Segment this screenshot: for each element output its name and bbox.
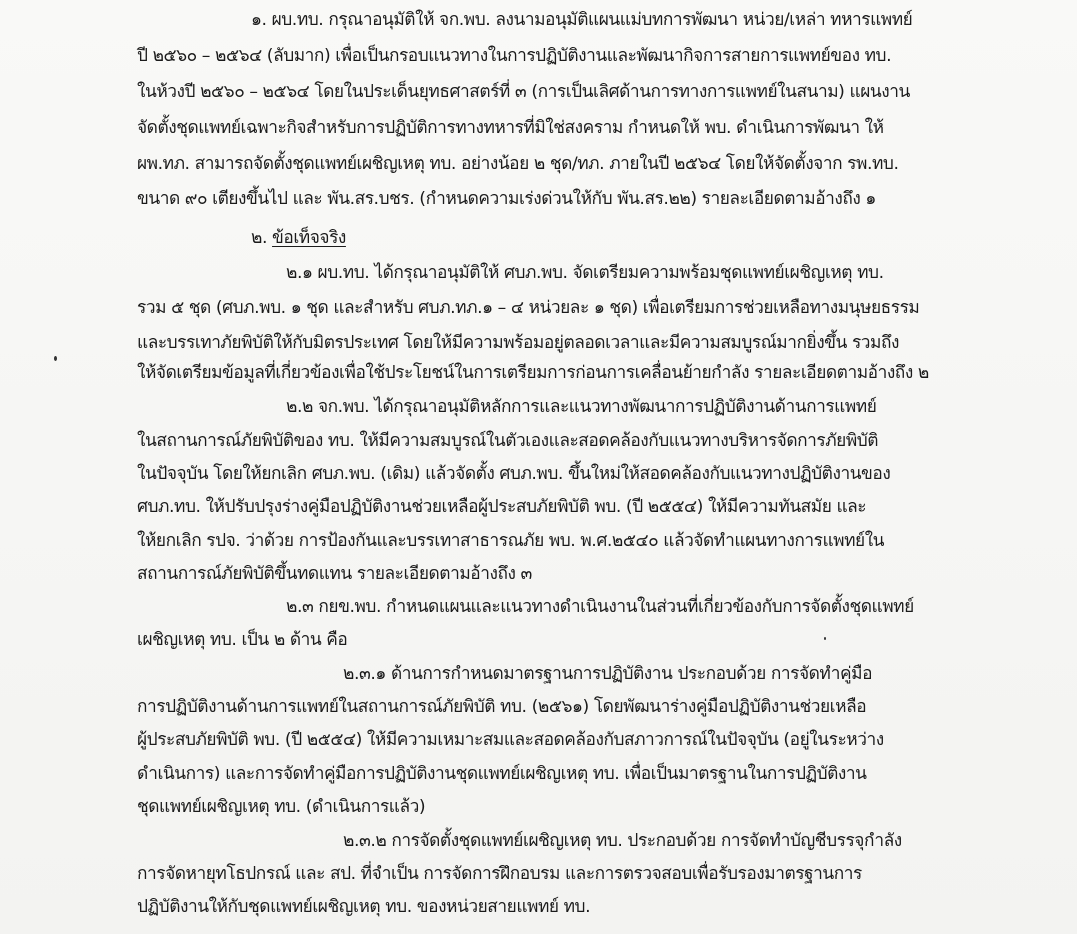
p22-line-5: ให้ยกเลิก รปจ. ว่าด้วย การป้องกันและบรรเทาสาธารณภัย พบ. พ.ศ.๒๕๔๐ แล้วจัดทำแผนทางการแพทย์ใน — [137, 531, 885, 551]
p21-line-1: ๒.๑ ผบ.ทบ. ได้กรุณาอนุมัติให้ ศบภ.พบ. จัดเตรียมความพร้อมชุดแพทย์เผชิญเหตุ ทบ. — [286, 263, 884, 283]
p22-line-2: ในสถานการณ์ภัยพิบัติของ ทบ. ให้มีความสมบูรณ์ในตัวเองและสอดคล้องกับแนวทางบริหารจัดการภัยพิบัติ — [137, 431, 879, 451]
p231-line-5: ชุดแพทย์เผชิญเหตุ ทบ. (ดำเนินการแล้ว) — [137, 797, 426, 817]
section-title: ข้อเท็จจริง — [272, 228, 346, 248]
scan-speck — [54, 356, 57, 361]
p21-line-4: ให้จัดเตรียมข้อมูลที่เกี่ยวข้องเพื่อใช้ประโยชน์ในการเตรียมการก่อนการเคลื่อนย้ายกำลัง รายละเอียดตามอ้างถึง ๒ — [137, 363, 929, 383]
p1-line-6: ขนาด ๙๐ เตียงขึ้นไป และ พัน.สร.บชร. (กำหนดความเร่งด่วนให้กับ พัน.สร.๒๒) รายละเอียดตามอ้างถึง ๑ — [137, 189, 876, 209]
section-number: ๒. — [251, 228, 267, 248]
p231-line-2: การปฏิบัติงานด้านการแพทย์ในสถานการณ์ภัยพิบัติ ทบ. (๒๕๖๑) โดยพัฒนาร่างคู่มือปฏิบัติงานช่วยเหลือ — [137, 697, 867, 717]
p22-line-1: ๒.๒ จก.พบ. ได้กรุณาอนุมัติหลักการและแนวทางพัฒนาการปฏิบัติงานด้านการแพทย์ — [286, 397, 877, 417]
section-heading-2 — [251, 222, 346, 254]
p232-line-1: ๒.๓.๒ การจัดตั้งชุดแพทย์เผชิญเหตุ ทบ. ประกอบด้วย การจัดทำบัญชีบรรจุกำลัง — [343, 831, 902, 851]
p1-line-4: จัดตั้งชุดแพทย์เฉพาะกิจสำหรับการปฏิบัติการทางทหารที่มิใช่สงคราม กำหนดให้ พบ. ดำเนินการพัฒนา ให้ — [137, 118, 884, 138]
p231-line-3: ผู้ประสบภัยพิบัติ พบ. (ปี ๒๕๕๔) ให้มีความเหมาะสมและสอดคล้องกับสภาวการณ์ในปัจจุบัน (อยู่ในระหว่าง — [137, 730, 884, 750]
p22-line-3: ในปัจจุบัน โดยให้ยกเลิก ศบภ.พบ. (เดิม) แล้วจัดตั้ง ศบภ.พบ. ขึ้นใหม่ให้สอดคล้องกับแนวทางปฏิบัติงานของ — [137, 464, 891, 484]
p232-line-2: การจัดหายุทโธปกรณ์ และ สป. ที่จำเป็น การจัดการฝึกอบรม และการตรวจสอบเพื่อรับรองมาตรฐานการ — [137, 864, 862, 884]
p1-line-5: ผพ.ทภ. สามารถจัดตั้งชุดแพทย์เผชิญเหตุ ทบ. อย่างน้อย ๒ ชุด/ทภ. ภายในปี ๒๕๖๔ โดยให้จัดตั้งจาก รพ.ทบ. — [137, 154, 899, 174]
p1-line-2: ปี ๒๕๖๐ – ๒๕๖๔ (ลับมาก) เพื่อเป็นกรอบแนวทางในการปฏิบัติงานและพัฒนากิจการสายการแพทย์ของ ทบ. — [137, 46, 892, 66]
p22-line-6: สถานการณ์ภัยพิบัติขึ้นทดแทน รายละเอียดตามอ้างถึง ๓ — [137, 564, 532, 584]
p232-line-3: ปฏิบัติงานให้กับชุดแพทย์เผชิญเหตุ ทบ. ของหน่วยสายแพทย์ ทบ. — [137, 897, 591, 917]
scan-speck — [824, 637, 826, 640]
p231-line-4: ดำเนินการ) และการจัดทำคู่มือการปฏิบัติงานชุดแพทย์เผชิญเหตุ ทบ. เพื่อเป็นมาตรฐานในการปฏิบัติงาน — [137, 764, 867, 784]
p23-line-1: ๒.๓ กยข.พบ. กำหนดแผนและแนวทางดำเนินงานในส่วนที่เกี่ยวข้องกับการจัดตั้งชุดแพทย์ — [286, 597, 914, 617]
p22-line-4: ศบภ.ทบ. ให้ปรับปรุงร่างคู่มือปฏิบัติงานช่วยเหลือผู้ประสบภัยพิบัติ พบ. (ปี ๒๕๕๔) ให้มีความทันสมัย และ — [137, 497, 867, 517]
p1-line-1: ๑. ผบ.ทบ. กรุณาอนุมัติให้ จก.พบ. ลงนามอนุมัติแผนแม่บทการพัฒนา หน่วย/เหล่า ทหารแพทย์ — [251, 10, 913, 30]
p21-line-3: และบรรเทาภัยพิบัติให้กับมิตรประเทศ โดยให้มีความพร้อมอยู่ตลอดเวลาและมีความสมบูรณ์มากยิ่งขึ้น รวมถึง — [137, 333, 899, 353]
p21-line-2: รวม ๕ ชุด (ศบภ.พบ. ๑ ชุด และสำหรับ ศบภ.ทภ.๑ – ๔ หน่วยละ ๑ ชุด) เพื่อเตรียมการช่วยเหลือทางมนุษยธรรม — [137, 298, 920, 318]
p231-line-1: ๒.๓.๑ ด้านการกำหนดมาตรฐานการปฏิบัติงาน ประกอบด้วย การจัดทำคู่มือ — [343, 664, 873, 684]
p1-line-3: ในห้วงปี ๒๕๖๐ – ๒๕๖๔ โดยในประเด็นยุทธศาสตร์ที่ ๓ (การเป็นเลิศด้านการทางการแพทย์ในสนาม) แผนงาน — [137, 82, 910, 102]
p23-line-2: เผชิญเหตุ ทบ. เป็น ๒ ด้าน คือ — [137, 630, 348, 650]
